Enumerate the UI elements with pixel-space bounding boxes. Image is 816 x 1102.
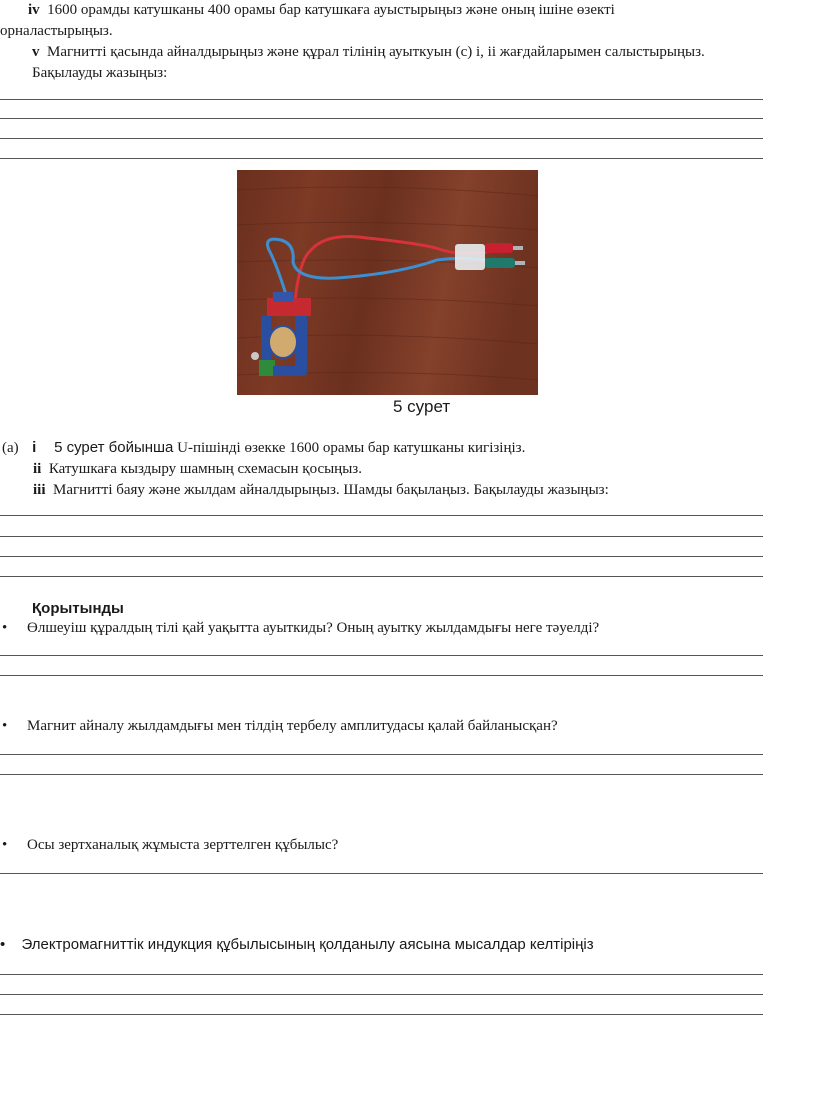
conclusion-heading: Қорытынды [32,600,124,617]
question-text: Магнит айналу жылдамдығы мен тілдің тербелу амплитудасы қалай байланысқан? [27,718,558,734]
bullet: • [2,718,8,734]
answer-line[interactable] [0,754,763,755]
question-3 [2,837,338,854]
item-text: Катушкаға кыздыру шамның схемасын қосыңыз. [48,461,362,477]
task-iv-marker: iv [28,2,40,18]
task-iv-line1 [0,2,812,19]
apparatus-photo [237,170,538,395]
answer-line[interactable] [0,1014,763,1015]
question-1 [2,620,599,637]
part-a-item-iii [33,482,609,499]
question-text: Электромагниттік индукция құбылысының қолданылу аясына мысалдар келтіріңіз [21,936,594,953]
task-v-line2: Бақылауды жазыңыз: [32,65,168,81]
item-marker: іі [33,461,42,477]
figure-caption: 5 сурет [393,397,451,416]
bullet: • [2,837,8,853]
question-text: Осы зертханалық жұмыста зерттелген құбылыс? [27,837,339,853]
task-iv-text: 1600 орамды катушканы 400 орамы бар катушкаға ауыстырыңыз және оның ішіне өзекті [47,2,615,18]
task-v-line1 [32,44,816,61]
answer-line[interactable] [0,675,763,676]
question-2 [2,718,558,735]
answer-line[interactable] [0,576,763,577]
question-text: Өлшеуіш құралдың тілі қай уақытта ауыткиды? Оның ауытку жылдамдығы неге тәуелді? [27,620,600,636]
answer-line[interactable] [0,99,763,100]
part-a-item-ii [33,461,362,478]
part-a-item-i [2,439,525,457]
answer-line[interactable] [0,974,763,975]
part-a-label: (а) [2,440,19,456]
answer-line[interactable] [0,556,763,557]
bullet: • [0,936,6,953]
answer-line[interactable] [0,994,763,995]
item-lead: 5 сурет бойынша [54,439,174,456]
answer-line[interactable] [0,515,763,516]
item-text: Магнитті баяу және жылдам айналдырыңыз. Шамды бақылаңыз. Бақылауды жазыңыз: [53,482,609,498]
question-4 [0,936,594,953]
answer-line[interactable] [0,655,763,656]
item-marker: і [32,439,37,456]
answer-line[interactable] [0,138,763,139]
answer-line[interactable] [0,774,763,775]
task-v-marker: v [32,44,40,60]
bullet: • [2,620,8,636]
item-text: U-пішінді өзекке 1600 орамы бар катушканы кигізіңіз. [177,440,526,456]
answer-line[interactable] [0,158,763,159]
task-v-text: Магнитті қасында айналдырыңыз және құрал тілінің ауыткуын (с) і, іі жағдайларымен салыстырыңыз. [47,44,705,60]
item-marker: ііі [33,482,46,498]
answer-line[interactable] [0,118,763,119]
task-iv-line2: орналастырыңыз. [0,23,113,39]
answer-line[interactable] [0,873,763,874]
answer-line[interactable] [0,536,763,537]
